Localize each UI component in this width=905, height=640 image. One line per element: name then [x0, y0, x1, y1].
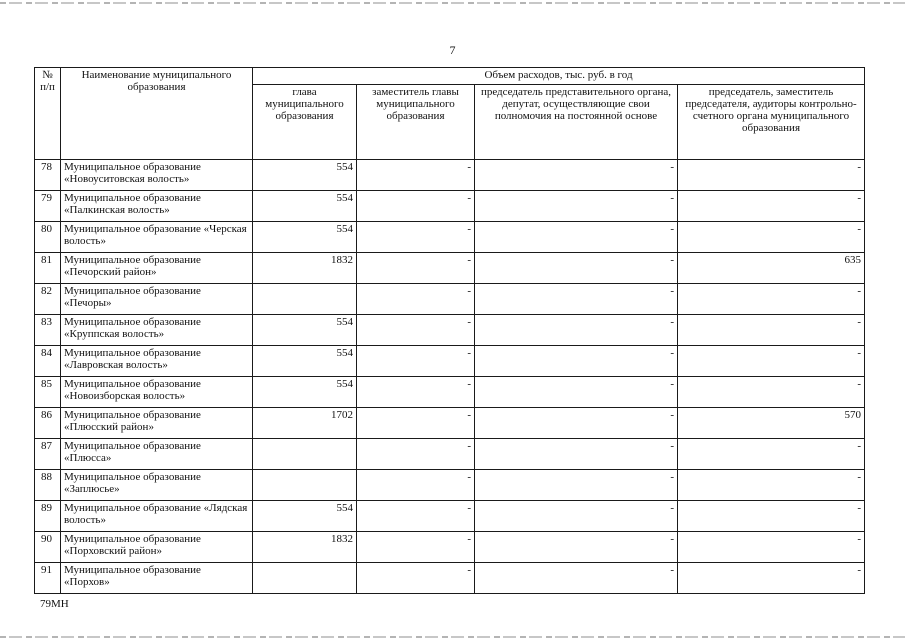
row-name: Муниципальное образование «Круппская волость»	[61, 315, 253, 346]
table-row	[35, 501, 865, 532]
row-value-deputy: -	[357, 284, 475, 315]
row-value-head: 1702	[253, 408, 357, 439]
row-value-head: 1832	[253, 253, 357, 284]
header-sub-audit: председатель, заместитель председателя, аудиторы контрольно-счетного органа муниципального образования	[678, 85, 865, 160]
table-row	[35, 315, 865, 346]
header-col-name: Наименование муниципального образования	[61, 68, 253, 160]
row-value-audit: -	[678, 346, 865, 377]
row-value-deputy: -	[357, 439, 475, 470]
footer-code: 79МН	[40, 598, 69, 610]
row-value-deputy: -	[357, 346, 475, 377]
page-number: 7	[449, 43, 456, 57]
row-value-head: 554	[253, 160, 357, 191]
row-value-audit: -	[678, 563, 865, 594]
table-row	[35, 532, 865, 563]
row-name: Муниципальное образование «Новоуситовская волость»	[61, 160, 253, 191]
row-value-head	[253, 470, 357, 501]
row-name: Муниципальное образование «Плюсский район»	[61, 408, 253, 439]
row-name: Муниципальное образование «Лядская волость»	[61, 501, 253, 532]
row-value-audit: -	[678, 439, 865, 470]
row-value-chair: -	[475, 501, 678, 532]
row-number: 84	[35, 346, 61, 377]
row-value-audit: -	[678, 191, 865, 222]
scan-edge-top	[0, 2, 905, 4]
row-number: 90	[35, 532, 61, 563]
header-row-top	[35, 68, 865, 85]
row-value-chair: -	[475, 315, 678, 346]
header-col-group: Объем расходов, тыс. руб. в год	[253, 68, 865, 85]
row-value-audit: -	[678, 470, 865, 501]
row-number: 91	[35, 563, 61, 594]
row-value-deputy: -	[357, 315, 475, 346]
row-value-head: 554	[253, 222, 357, 253]
row-number: 88	[35, 470, 61, 501]
row-value-chair: -	[475, 346, 678, 377]
header-sub-head: глава муниципального образования	[253, 85, 357, 160]
row-value-head: 554	[253, 501, 357, 532]
row-value-deputy: -	[357, 377, 475, 408]
row-value-head: 1832	[253, 532, 357, 563]
row-value-deputy: -	[357, 222, 475, 253]
table-row	[35, 253, 865, 284]
row-value-deputy: -	[357, 160, 475, 191]
row-value-audit: -	[678, 377, 865, 408]
row-value-chair: -	[475, 253, 678, 284]
row-name: Муниципальное образование «Палкинская волость»	[61, 191, 253, 222]
row-value-head	[253, 563, 357, 594]
row-value-head	[253, 284, 357, 315]
row-value-chair: -	[475, 532, 678, 563]
row-value-deputy: -	[357, 408, 475, 439]
row-number: 82	[35, 284, 61, 315]
row-value-chair: -	[475, 284, 678, 315]
row-name: Муниципальное образование «Печорский район»	[61, 253, 253, 284]
row-value-audit: -	[678, 222, 865, 253]
table-row	[35, 470, 865, 501]
row-name: Муниципальное образование «Плюсса»	[61, 439, 253, 470]
table-row	[35, 563, 865, 594]
row-value-deputy: -	[357, 470, 475, 501]
row-value-chair: -	[475, 191, 678, 222]
expense-table	[34, 67, 865, 594]
row-value-head	[253, 439, 357, 470]
row-number: 80	[35, 222, 61, 253]
header-col-number: № п/п	[35, 68, 61, 160]
row-name: Муниципальное образование «Новоизборская волость»	[61, 377, 253, 408]
row-value-chair: -	[475, 563, 678, 594]
row-value-chair: -	[475, 222, 678, 253]
table-row	[35, 160, 865, 191]
row-value-deputy: -	[357, 532, 475, 563]
row-value-audit: -	[678, 532, 865, 563]
row-name: Муниципальное образование «Печоры»	[61, 284, 253, 315]
header-sub-deputy: заместитель главы муниципального образования	[357, 85, 475, 160]
row-number: 85	[35, 377, 61, 408]
table-row	[35, 191, 865, 222]
row-value-audit: -	[678, 501, 865, 532]
table-row	[35, 377, 865, 408]
header-sub-chair: председатель представительного органа, депутат, осуществляющие свои полномочия на постоянной основе	[475, 85, 678, 160]
row-name: Муниципальное образование «Заплюсье»	[61, 470, 253, 501]
row-number: 78	[35, 160, 61, 191]
row-value-audit: -	[678, 160, 865, 191]
table-row	[35, 222, 865, 253]
row-value-chair: -	[475, 408, 678, 439]
row-value-deputy: -	[357, 253, 475, 284]
row-value-deputy: -	[357, 501, 475, 532]
row-value-audit: 635	[678, 253, 865, 284]
scan-edge-bottom	[0, 636, 905, 638]
row-number: 87	[35, 439, 61, 470]
row-value-audit: 570	[678, 408, 865, 439]
row-number: 81	[35, 253, 61, 284]
table-row	[35, 346, 865, 377]
table-row	[35, 284, 865, 315]
row-value-head: 554	[253, 346, 357, 377]
row-value-chair: -	[475, 439, 678, 470]
row-value-head: 554	[253, 377, 357, 408]
row-name: Муниципальное образование «Порховский район»	[61, 532, 253, 563]
row-value-chair: -	[475, 377, 678, 408]
row-value-head: 554	[253, 315, 357, 346]
row-value-chair: -	[475, 160, 678, 191]
row-number: 79	[35, 191, 61, 222]
row-number: 89	[35, 501, 61, 532]
row-name: Муниципальное образование «Лавровская волость»	[61, 346, 253, 377]
row-number: 86	[35, 408, 61, 439]
row-number: 83	[35, 315, 61, 346]
table-row	[35, 439, 865, 470]
row-value-chair: -	[475, 470, 678, 501]
row-value-deputy: -	[357, 563, 475, 594]
row-value-audit: -	[678, 284, 865, 315]
row-value-head: 554	[253, 191, 357, 222]
table-row	[35, 408, 865, 439]
row-name: Муниципальное образование «Порхов»	[61, 563, 253, 594]
row-value-audit: -	[678, 315, 865, 346]
row-name: Муниципальное образование «Черская волость»	[61, 222, 253, 253]
row-value-deputy: -	[357, 191, 475, 222]
